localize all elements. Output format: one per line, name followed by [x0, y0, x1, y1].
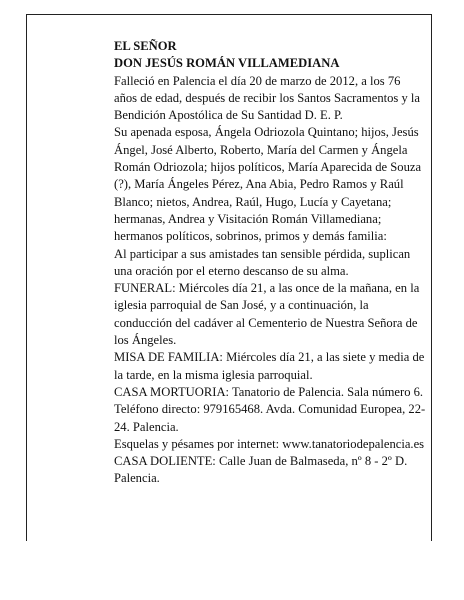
obituary-family-mass: MISA DE FAMILIA: Miércoles día 21, a las siete y media de la tarde, en la misma iglesia parroquial. [114, 350, 425, 382]
obituary-title-line1: EL SEÑOR [114, 39, 177, 53]
obituary-family: Su apenada esposa, Ángela Odriozola Quintano; hijos, Jesús Ángel, José Alberto, Roberto, María del Carmen y Ángela Román Odriozola; hijos políticos, María Aparecida de Souza (?), María Ángeles Pérez, Ana Abia, Pedro Ramos y Raúl Blanco; nietos, Andrea, Raúl, Hugo, Lucía y Cayetana; hermanas, Andrea y Visitación Román Villamediana; hermanos políticos, sobrinos, primos y demás familia: [114, 125, 422, 244]
obituary-deceased-name: DON JESÚS ROMÁN VILLAMEDIANA [114, 56, 340, 71]
obituary-request: Al participar a sus amistades tan sensible pérdida, suplican una oración por el eterno descanso de su alma. [114, 246, 411, 278]
obituary-funeral: FUNERAL: Miércoles día 21, a las once de la mañana, en la iglesia parroquial de San José, y a continuación, la conducción del cadáver al Cementerio de Nuestra Señora de los Ángeles. [114, 281, 420, 348]
obituary-funeral-home: CASA MORTUORIA: Tanatorio de Palencia. Sala número 6. Teléfono directo: 979165468. Avda. Comunidad Europea, 22-24. Palencia. [114, 384, 426, 434]
obituary-death-notice: Falleció en Palencia el día 20 de marzo de 2012, a los 76 años de edad, después de recibir los Santos Sacramentos y la Bendición Apostólica de Su Santidad D. E. P. [114, 73, 421, 123]
obituary-internet: Esquelas y pésames por internet: www.tanatoriodepalencia.es [114, 436, 425, 451]
obituary-notice [114, 38, 426, 488]
obituary-mourning-house: CASA DOLIENTE: Calle Juan de Balmaseda, nº 8 - 2º D. Palencia. [114, 454, 408, 486]
